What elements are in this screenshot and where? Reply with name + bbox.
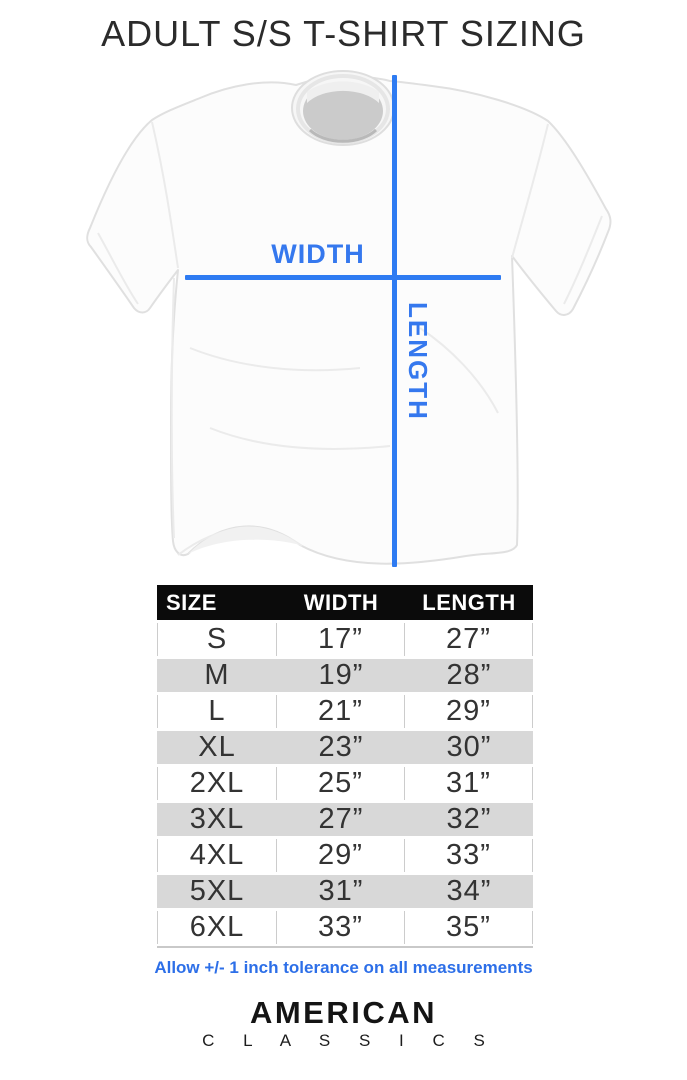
size-cell: 6XL [157, 911, 277, 944]
width-cell: 31” [318, 875, 364, 907]
size-chart-body [157, 623, 533, 944]
brand-logo [0, 997, 687, 1049]
table-row [157, 803, 533, 836]
width-cell: 33” [277, 911, 405, 944]
width-measure-line [185, 275, 501, 280]
length-cell: 27” [405, 623, 533, 656]
size-cell: L [157, 695, 277, 728]
length-cell: 34” [446, 875, 492, 907]
length-cell: 28” [446, 659, 492, 691]
column-header-length: LENGTH [422, 589, 516, 615]
size-cell: M [204, 659, 230, 691]
table-row [157, 875, 533, 908]
length-cell: 32” [446, 803, 492, 835]
table-row [157, 767, 533, 800]
table-row [157, 659, 533, 692]
column-header-size: SIZE [166, 589, 217, 615]
page-title: ADULT S/S T-SHIRT SIZING [101, 13, 586, 54]
length-label: LENGTH [403, 302, 433, 421]
size-cell: 5XL [189, 875, 245, 907]
brand-name-classics: C L A S S I C S [202, 1031, 497, 1050]
width-cell: 27” [318, 803, 364, 835]
length-cell: 35” [405, 911, 533, 944]
size-cell: XL [198, 731, 236, 763]
length-measure-line [392, 75, 397, 567]
width-cell: 29” [277, 839, 405, 872]
table-row [157, 731, 533, 764]
width-cell: 19” [318, 659, 364, 691]
collar-graphic [292, 71, 394, 145]
width-cell: 21” [277, 695, 405, 728]
length-cell: 30” [446, 731, 492, 763]
size-cell: 2XL [157, 767, 277, 800]
column-header-width: WIDTH [303, 589, 379, 615]
table-row [157, 623, 533, 656]
size-cell: 4XL [157, 839, 277, 872]
length-cell: 31” [405, 767, 533, 800]
tolerance-note: Allow +/- 1 inch tolerance on all measurements [154, 958, 533, 977]
width-cell: 23” [318, 731, 364, 763]
width-cell: 25” [277, 767, 405, 800]
tshirt-illustration [60, 68, 630, 578]
size-chart-table [157, 585, 533, 948]
length-cell: 29” [405, 695, 533, 728]
width-cell: 17” [277, 623, 405, 656]
brand-name-american: AMERICAN [249, 995, 438, 1030]
size-cell: 3XL [189, 803, 245, 835]
table-row [157, 911, 533, 944]
table-bottom-rule [157, 946, 533, 948]
table-row [157, 695, 533, 728]
size-cell: S [157, 623, 277, 656]
width-label: WIDTH [271, 239, 365, 269]
length-cell: 33” [405, 839, 533, 872]
size-chart-header-row [157, 585, 533, 620]
table-row [157, 839, 533, 872]
tshirt-body [87, 76, 610, 563]
